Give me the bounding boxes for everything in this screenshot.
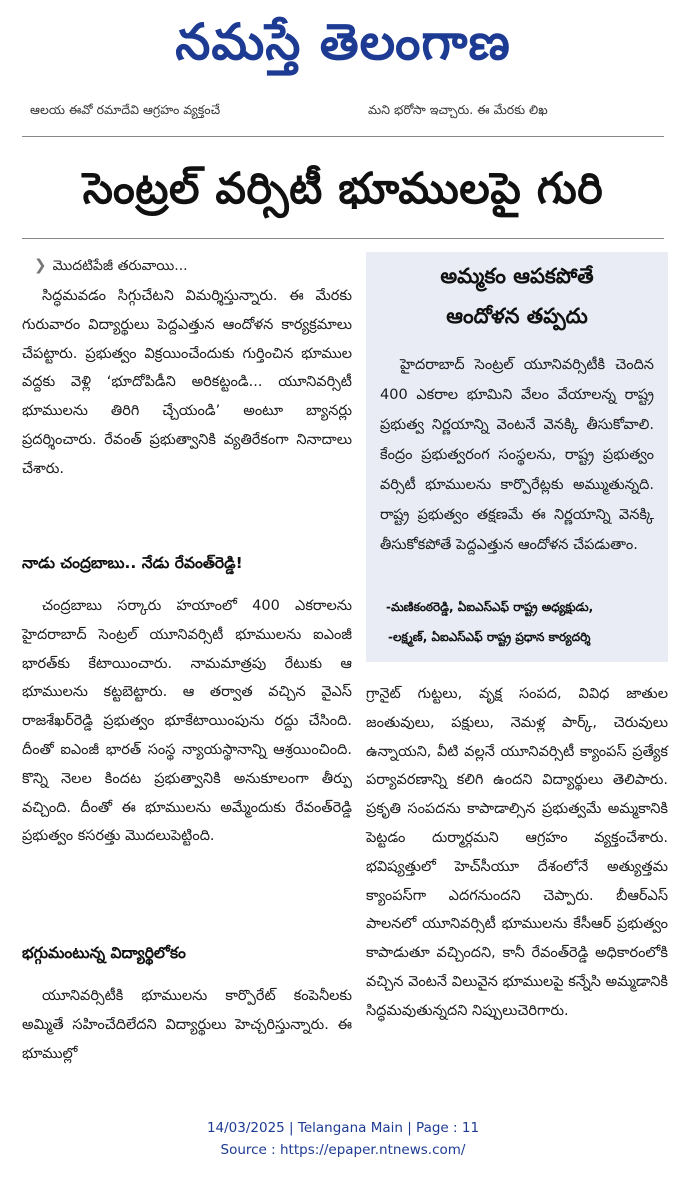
right-column bbox=[366, 680, 668, 1026]
chevron-right-icon: ❯ bbox=[34, 256, 47, 274]
sidebar-quote-box bbox=[366, 252, 668, 662]
continued-text: మొదటిపేజీ తరువాయి... bbox=[52, 258, 188, 274]
paragraph: చంద్రబాబు సర్కారు హయాంలో 400 ఎకరాలను హైదరాబాద్ సెంట్రల్ యూనివర్సిటీ భూములను ఐఎంజీ భారత్‌కు కేటాయించారు. నామమాత్రపు రేటుకు ఆ భూములను కట్టబెట్టారు. ఆ తర్వాత వచ్చిన వైఎస్ రాజశేఖర్‌రెడ్డి ప్రభుత్వం భూకేటాయింపును రద్దు చేసింది. దీంతో ఐఎంజీ భారత్ సంస్థ న్యాయస్థానాన్ని ఆశ్రయించింది. కొన్ని నెలల కిందట ప్రభుత్వానికి అనుకూలంగా తీర్పు వచ్చింది. దీంతో ఈ భూములను అమ్మేందుకు రేవంత్‌రెడ్డి ప్రభుత్వం కసరత్తు మొదలుపెట్టింది. bbox=[22, 598, 352, 845]
left-column-top bbox=[22, 282, 352, 484]
strip-text-right: మని భరోసా ఇచ్చారు. ఈ మేరకు లిఖ bbox=[368, 102, 548, 117]
previous-article-strip bbox=[0, 100, 686, 122]
paragraph: గ్రానైట్ గుట్టలు, వృక్ష సంపద, వివిధ జాతుల జంతువులు, పక్షులు, నెమళ్ల పార్క్, చెరువులు ఉన్నాయని, వీటి వల్లనే యూనివర్సిటీ క్యాంపస్ ప్రత్యేక పర్యావరణాన్ని కలిగి ఉందని విద్యార్థులు తెలిపారు. ప్రకృతి సంపదను కాపాడాల్సిన ప్రభుత్వమే అమ్మకానికి పెట్టడం దుర్మార్గమని ఆగ్రహం వ్యక్తంచేశారు. భవిష్యత్తులో హెచ్‌సీయూ దేశంలోనే అత్యుత్తమ క్యాంపస్‌గా ఎదగనుందని చెప్పారు. బీఆర్‌ఎస్ పాలనలో యూనివర్సిటీ భూములను కేసీఆర్ ప్రభుత్వం కాపాడుతూ వచ్చిందని, కానీ రేవంత్‌రెడ్డి అధికారంలోకి వచ్చిన వెంటనే విలువైన భూములపై కన్నేసి అమ్మడానికి సిద్ధమవుతున్నదని నిప్పులుచెరిగారు. bbox=[366, 686, 668, 1019]
divider bbox=[22, 136, 664, 137]
footer-date-line: 14/03/2025 | Telangana Main | Page : 11 bbox=[206, 1120, 480, 1136]
box-body bbox=[380, 350, 654, 560]
subheading: భగ్గుమంటున్న విద్యార్థిలోకం bbox=[22, 944, 186, 962]
continued-label bbox=[34, 256, 188, 277]
masthead bbox=[0, 4, 686, 80]
box-headline: అమ్మకం ఆపకపోతే bbox=[440, 264, 594, 288]
footer-source: Source : https://epaper.ntnews.com/ bbox=[220, 1142, 466, 1158]
paragraph: యూనివర్సిటీకి భూములను కార్పొరేట్ కంపెనీలకు అమ్మితే సహించేదిలేదని విద్యార్థులు హెచ్చరిస్తున్నారు. ఈ భూముల్లో bbox=[22, 988, 352, 1062]
strip-text-left: ఆలయ ఈవో రమాదేవి ఆగ్రహం వ్యక్తంచే bbox=[30, 102, 221, 117]
box-signature: -లక్ష్మణ్, ఏఐఎస్‌ఎఫ్ రాష్ట్ర ప్రధాన కార్యదర్శి bbox=[388, 630, 591, 644]
box-paragraph: హైదరాబాద్ సెంట్రల్ యూనివర్సిటీకి చెందిన 400 ఎకరాల భూమిని వేలం వేయాలన్న రాష్ట్ర ప్రభుత్వ నిర్ణయాన్ని వెంటనే వెనక్కి తీసుకోవాలి. కేంద్రం ప్రభుత్వరంగ సంస్థలను, రాష్ట్ర ప్రభుత్వం వర్సిటీ భూములను కార్పొరేట్లకు అమ్ముతున్నది. రాష్ట్ర ప్రభుత్వం తక్షణమే ఈ నిర్ణయాన్ని వెనక్కి తీసుకోకపోతే పెద్దఎత్తున ఆందోళన చేపడుతాం. bbox=[380, 357, 654, 553]
newspaper-logo: నమస్తే తెలంగాణ bbox=[175, 13, 511, 71]
divider bbox=[22, 238, 664, 239]
box-signature: -మణికంఠరెడ్డి, ఏఐఎస్‌ఎఫ్ రాష్ట్ర అధ్యక్షుడు, bbox=[386, 600, 594, 614]
article-headline: సెంట్రల్ వర్సిటీ భూములపై గురి bbox=[82, 164, 604, 214]
left-column-mid bbox=[22, 592, 352, 851]
subheading: నాడు చంద్రబాబు.. నేడు రేవంత్‌రెడ్డి! bbox=[22, 554, 243, 572]
left-column-bottom bbox=[22, 982, 352, 1068]
paragraph: సిద్ధమవడం సిగ్గుచేటని విమర్శిస్తున్నారు. ఈ మేరకు గురువారం విద్యార్థులు పెద్దఎత్తున ఆందోళన కార్యక్రమాలు చేపట్టారు. ప్రభుత్వం విక్రయించేందుకు గుర్తించిన భూముల వద్దకు వెళ్లి ‘భూదోపిడీని అరికట్టండి... యూనివర్సిటీ భూములను తిరిగి చ్చేయండి’ అంటూ బ్యానర్లు ప్రదర్శించారు. రేవంత్ ప్రభుత్వానికి వ్యతిరేకంగా నినాదాలు చేశారు. bbox=[22, 288, 352, 477]
box-headline: ఆందోళన తప్పదు bbox=[446, 304, 588, 328]
